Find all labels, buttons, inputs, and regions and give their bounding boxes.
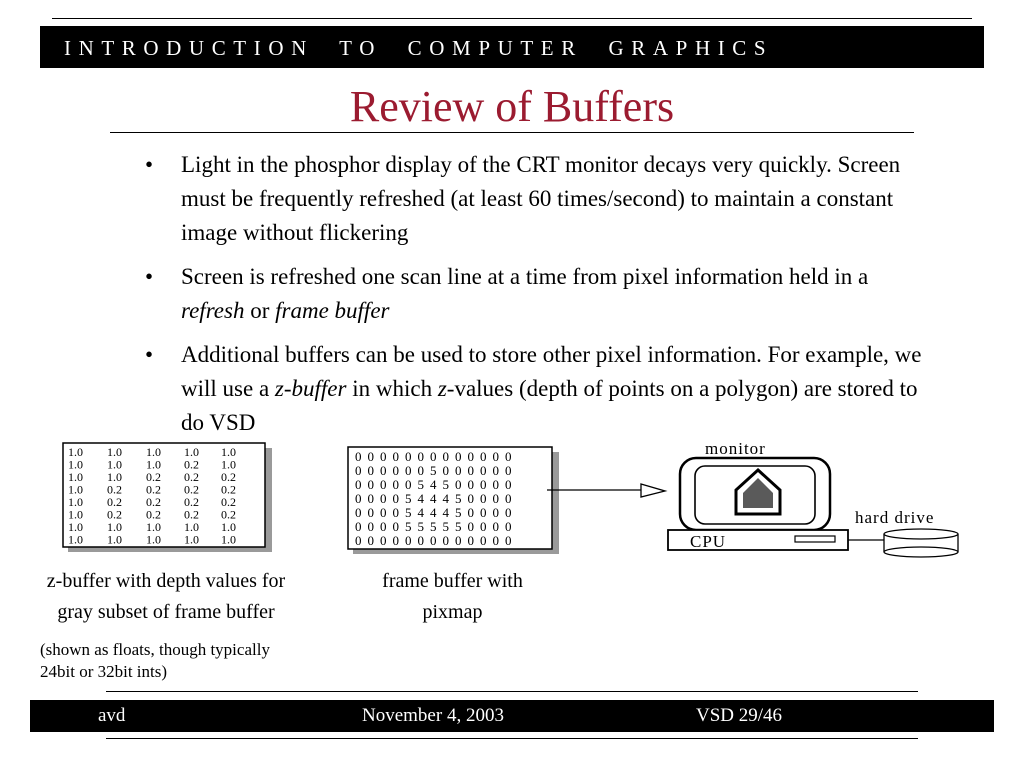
zbuffer-cell: 0.2 — [221, 495, 236, 509]
zbuffer-cell: 1.0 — [221, 520, 236, 534]
bullet-text: Screen is refreshed one scan line at a time from pixel information held in a — [181, 264, 869, 289]
zbuffer-cell: 1.0 — [146, 457, 161, 472]
framebuffer-row: 0000005000000 — [355, 463, 518, 478]
zbuffer-cell: 0.2 — [107, 482, 122, 497]
footer-bar — [30, 700, 994, 732]
zbuffer-cell: 1.0 — [107, 457, 122, 472]
title-rule — [110, 132, 914, 133]
framebuffer-caption: frame buffer with pixmap — [382, 570, 523, 623]
course-title: INTRODUCTION TO COMPUTER GRAPHICS — [64, 36, 774, 60]
zbuffer-cell: 0.2 — [146, 470, 161, 484]
framebuffer-figure — [345, 444, 563, 556]
zbuffer-cell: 0.2 — [184, 495, 199, 509]
zbuffer-cell: 0.2 — [184, 457, 199, 472]
monitor-icon — [680, 458, 830, 530]
bullet-text: Additional buffers can be used to store other pixel information. For example, we will use a — [181, 342, 922, 401]
emphasized-term: z — [437, 376, 447, 401]
zbuffer-cell: 0.2 — [146, 482, 161, 497]
zbuffer-cell: 0.2 — [221, 482, 236, 497]
zbuffer-cell: 1.0 — [107, 520, 122, 534]
bullet-marker: • — [145, 264, 154, 289]
framebuffer-row: 0000000000000 — [355, 449, 518, 464]
framebuffer-row: 0000054500000 — [355, 477, 518, 492]
zbuffer-cell: 1.0 — [221, 445, 236, 459]
zbuffer-cell: 1.0 — [184, 532, 199, 547]
bullet-item — [145, 338, 935, 440]
zbuffer-cell: 0.2 — [221, 470, 236, 484]
bullet-text: Light in the phosphor display of the CRT monitor decays very quickly. Screen must be frequently refreshed (at least 60 times/second) to maintain a constant image without flickering — [181, 152, 901, 245]
bullet-marker: • — [145, 342, 154, 367]
zbuffer-cell: 1.0 — [221, 457, 236, 472]
zbuffer-cell: 1.0 — [146, 445, 161, 459]
bullet-marker: • — [145, 152, 154, 177]
zbuffer-cell: 1.0 — [68, 457, 83, 472]
zbuffer-cell: 0.2 — [221, 507, 236, 522]
zbuffer-cell: 1.0 — [221, 532, 236, 547]
zbuffer-cell: 0.2 — [146, 495, 161, 509]
footer-top-rule — [106, 691, 918, 692]
zbuffer-cell: 0.2 — [107, 495, 122, 509]
bullet-list — [145, 148, 935, 450]
zbuffer-cell: 1.0 — [146, 532, 161, 547]
emphasized-term: z-buffer — [274, 376, 347, 401]
bullet-item — [145, 148, 935, 250]
framebuffer-row: 0000544450000 — [355, 505, 518, 520]
zbuffer-cell: 1.0 — [68, 470, 83, 484]
slide-title: Review of Buffers — [349, 82, 675, 131]
cpu-label: CPU — [690, 532, 727, 551]
computer-system-figure — [660, 440, 1000, 560]
monitor-label: monitor — [705, 440, 766, 458]
zbuffer-cell: 1.0 — [68, 532, 83, 547]
zbuffer-cell: 1.0 — [184, 445, 199, 459]
zbuffer-cell: 1.0 — [107, 532, 122, 547]
zbuffer-cell: 1.0 — [184, 520, 199, 534]
zbuffer-cell: 1.0 — [68, 482, 83, 497]
zbuffer-note: (shown as floats, though typically 24bit or 32bit ints) — [40, 640, 270, 681]
zbuffer-cell: 0.2 — [146, 507, 161, 522]
emphasized-term: refresh — [181, 298, 245, 323]
zbuffer-caption: z-buffer with depth values for gray subset of frame buffer — [46, 570, 286, 623]
zbuffer-cell: 1.0 — [107, 470, 122, 484]
bullet-text: -values (depth of points on a polygon) are stored to do VSD — [181, 376, 918, 435]
zbuffer-cell: 0.2 — [107, 507, 122, 522]
footer-slide-number: VSD 29/46 — [696, 705, 783, 726]
zbuffer-cell: 1.0 — [107, 445, 122, 459]
framebuffer-row: 0000000000000 — [355, 533, 518, 548]
zbuffer-figure — [60, 440, 275, 555]
framebuffer-row: 0000544450000 — [355, 491, 518, 506]
zbuffer-cell: 0.2 — [184, 482, 199, 497]
bullet-item — [145, 260, 935, 328]
zbuffer-cell: 1.0 — [68, 507, 83, 522]
footer-author: avd — [98, 705, 126, 726]
zbuffer-cell: 1.0 — [68, 495, 83, 509]
footer-bottom-rule — [106, 738, 918, 739]
emphasized-term: frame buffer — [275, 298, 390, 323]
bullet-text: in which — [346, 376, 438, 401]
top-rule — [52, 18, 972, 19]
footer-date: November 4, 2003 — [362, 705, 504, 726]
bullet-text: or — [244, 298, 276, 323]
zbuffer-cell: 0.2 — [184, 507, 199, 522]
hard-drive-icon — [884, 529, 958, 557]
arrow-icon — [545, 480, 670, 502]
zbuffer-cell: 1.0 — [146, 520, 161, 534]
zbuffer-cell: 1.0 — [68, 520, 83, 534]
hard-drive-label: hard drive — [855, 508, 935, 527]
zbuffer-cell: 0.2 — [184, 470, 199, 484]
zbuffer-cell: 1.0 — [68, 445, 83, 459]
framebuffer-row: 0000555550000 — [355, 519, 518, 534]
